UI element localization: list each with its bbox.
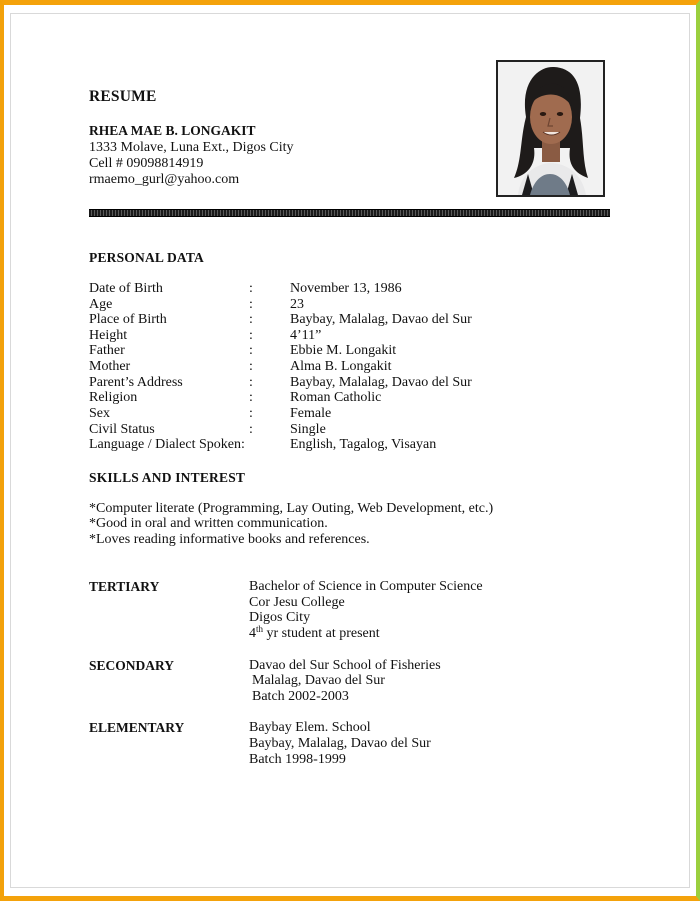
- field-colon: :: [249, 359, 253, 374]
- field-value: Baybay, Malalag, Davao del Sur: [290, 375, 472, 390]
- elementary-location: Baybay, Malalag, Davao del Sur: [249, 736, 431, 751]
- applicant-name: RHEA MAE B. LONGAKIT: [89, 123, 256, 138]
- field-colon: :: [249, 375, 253, 390]
- skill-item: *Computer literate (Programming, Lay Outing, Web Development, etc.): [89, 501, 494, 516]
- personal-data-row: [0, 328, 700, 344]
- tertiary-heading: TERTIARY: [89, 579, 160, 594]
- personal-data-row: [0, 359, 700, 375]
- skill-item: *Good in oral and written communication.: [89, 516, 328, 531]
- secondary-school: Davao del Sur School of Fisheries: [249, 658, 441, 673]
- field-label: Mother: [89, 359, 131, 374]
- secondary-batch: Batch 2002-2003: [252, 689, 349, 704]
- secondary-location: Malalag, Davao del Sur: [252, 673, 385, 688]
- field-label: Age: [89, 297, 113, 312]
- tertiary-degree: Bachelor of Science in Computer Science: [249, 579, 483, 594]
- header-divider: [89, 209, 610, 217]
- field-value: Baybay, Malalag, Davao del Sur: [290, 312, 472, 327]
- personal-data-row: [0, 406, 700, 422]
- field-value: Single: [290, 422, 326, 437]
- personal-data-row: [0, 297, 700, 313]
- personal-data-row: [0, 437, 700, 453]
- field-value: English, Tagalog, Visayan: [290, 437, 437, 452]
- field-value: Ebbie M. Longakit: [290, 343, 397, 358]
- year-status-text: yr student at present: [263, 626, 380, 641]
- personal-data-row: [0, 422, 700, 438]
- address-line: 1333 Molave, Luna Ext., Digos City: [89, 140, 294, 155]
- field-label: Sex: [89, 406, 110, 421]
- field-value: 23: [290, 297, 304, 312]
- personal-data-row: [0, 343, 700, 359]
- elementary-school: Baybay Elem. School: [249, 720, 371, 735]
- portrait-illustration: [498, 62, 603, 195]
- tertiary-location: Digos City: [249, 610, 311, 625]
- field-colon: :: [249, 422, 253, 437]
- field-value: 4’11”: [290, 328, 322, 343]
- personal-data-row: [0, 281, 700, 297]
- cell-number: Cell # 09098814919: [89, 156, 204, 171]
- field-colon: :: [249, 390, 253, 405]
- field-label: Date of Birth: [89, 281, 163, 296]
- tertiary-school: Cor Jesu College: [249, 595, 345, 610]
- email-address: rmaemo_gurl@yahoo.com: [89, 172, 240, 187]
- secondary-heading: SECONDARY: [89, 658, 175, 673]
- personal-data-row: [0, 312, 700, 328]
- field-value: Roman Catholic: [290, 390, 382, 405]
- personal-data-row: [0, 375, 700, 391]
- field-colon: :: [249, 281, 253, 296]
- field-colon: :: [249, 312, 253, 327]
- field-label: Language / Dialect Spoken:: [89, 437, 245, 452]
- field-value: November 13, 1986: [290, 281, 402, 296]
- field-label: Parent’s Address: [89, 375, 183, 390]
- personal-data-row: [0, 390, 700, 406]
- field-value: Alma B. Longakit: [290, 359, 392, 374]
- field-colon: :: [249, 328, 253, 343]
- field-colon: :: [249, 297, 253, 312]
- personal-data-heading: PERSONAL DATA: [89, 250, 204, 265]
- field-label: Height: [89, 328, 128, 343]
- field-colon: :: [249, 343, 253, 358]
- field-label: Place of Birth: [89, 312, 167, 327]
- year-suffix: th: [256, 624, 264, 634]
- skills-heading: SKILLS AND INTEREST: [89, 470, 246, 485]
- field-label: Civil Status: [89, 422, 155, 437]
- resume-title: RESUME: [89, 88, 157, 105]
- elementary-heading: ELEMENTARY: [89, 720, 185, 735]
- applicant-photo: [496, 60, 605, 197]
- skill-item: *Loves reading informative books and references.: [89, 532, 370, 547]
- year-number: 4: [249, 626, 256, 641]
- field-label: Religion: [89, 390, 138, 405]
- elementary-batch: Batch 1998-1999: [249, 752, 346, 767]
- field-label: Father: [89, 343, 125, 358]
- field-colon: :: [249, 406, 253, 421]
- tertiary-year-status: [249, 626, 380, 642]
- field-value: Female: [290, 406, 332, 421]
